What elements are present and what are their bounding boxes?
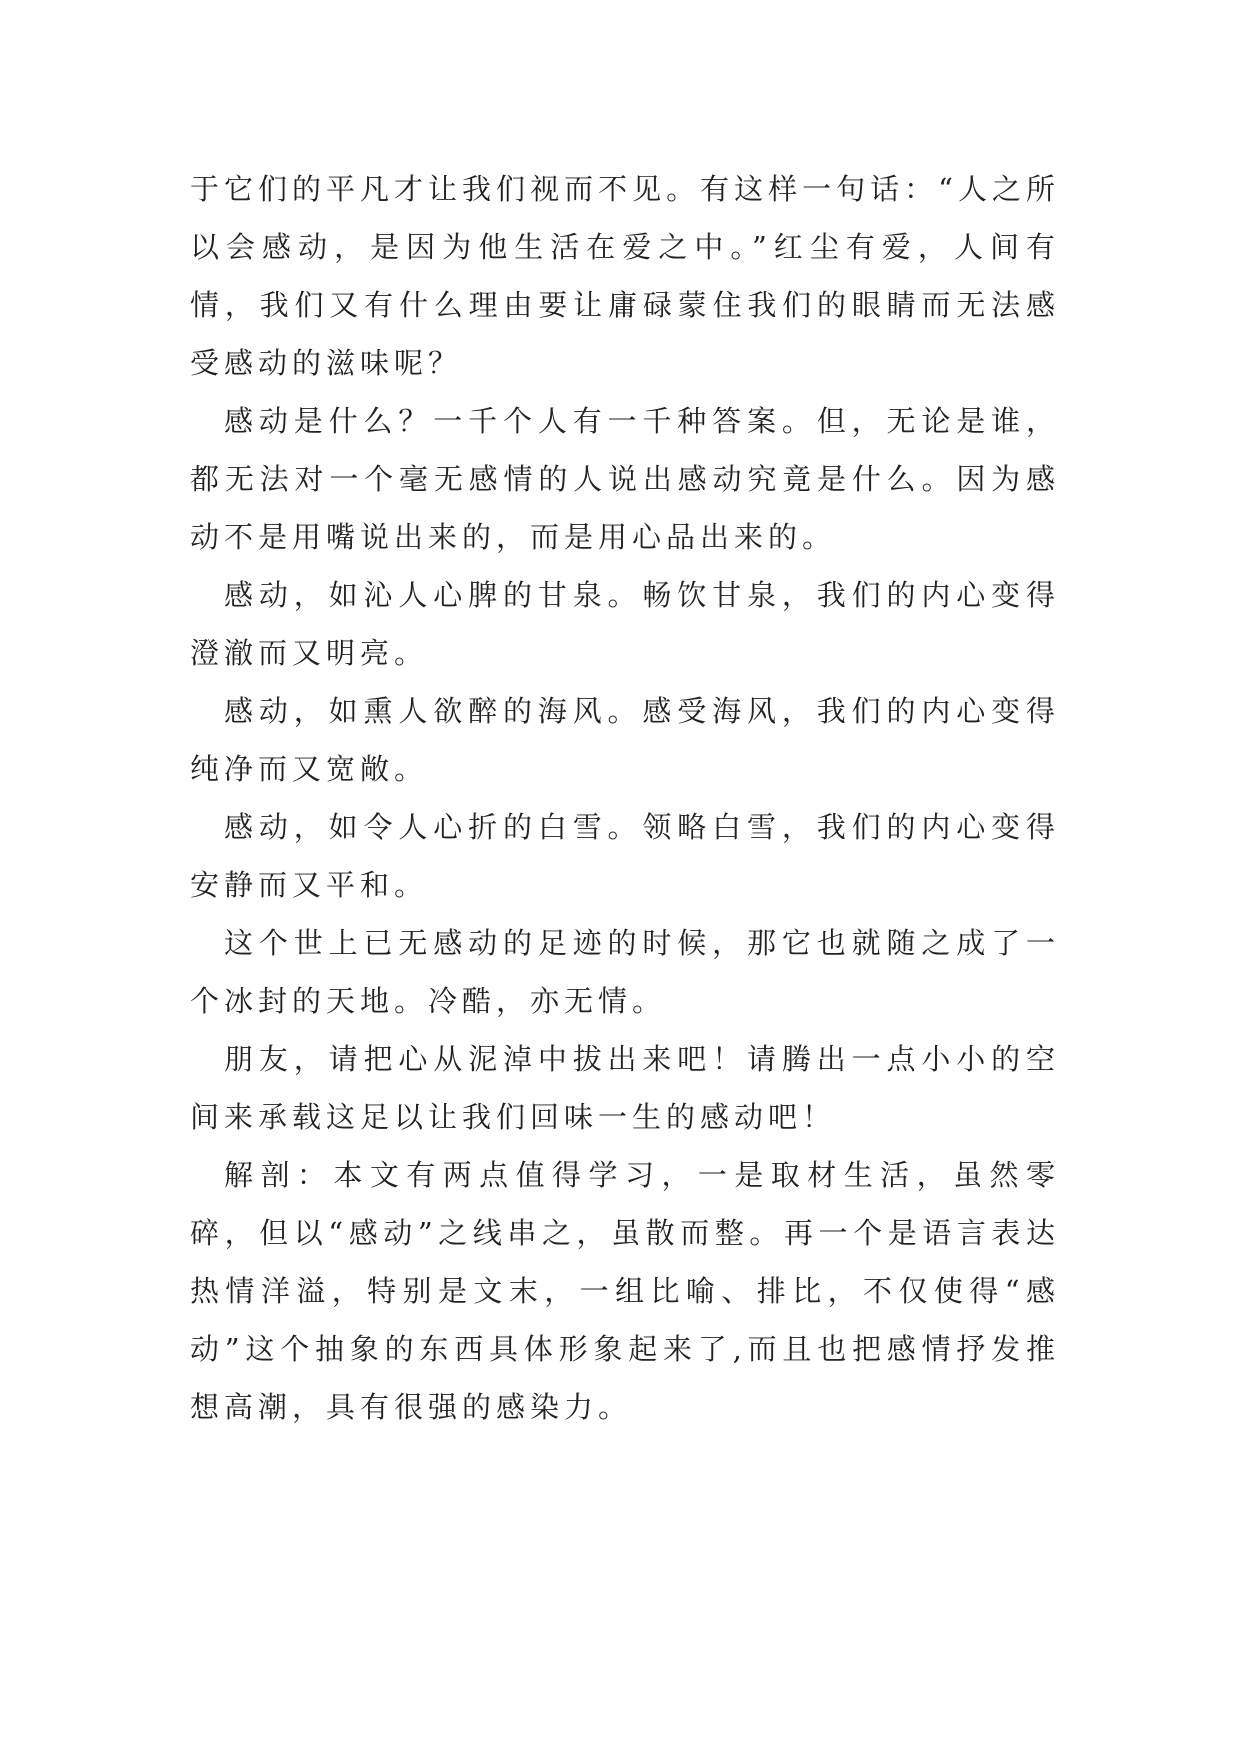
paragraph-analysis: 解剖：本文有两点值得学习，一是取材生活，虽然零碎，但以“感动”之线串之，虽散而整。再一个是语言表达热情洋溢，特别是文末，一组比喻、排比，不仅使得“感动”这个抽象的东西具体形象起来了,而且也把感情抒发推想高潮，具有很强的感染力。 (190, 1158, 1060, 1424)
paragraph-sea-breeze: 感动，如熏人欲醉的海风。感受海风，我们的内心变得纯净而又宽敞。 (190, 694, 1060, 786)
paragraph-frozen-world: 这个世上已无感动的足迹的时候，那它也就随之成了一个冰封的天地。冷酷，亦无情。 (190, 926, 1060, 1018)
paragraph-what-is-moved: 感动是什么？一千个人有一千种答案。但，无论是谁，都无法对一个毫无感情的人说出感动究竟是什么。因为感动不是用嘴说出来的，而是用心品出来的。 (190, 404, 1060, 554)
paragraph-appeal-to-friend: 朋友，请把心从泥淖中拔出来吧！请腾出一点小小的空间来承载这足以让我们回味一生的感动吧！ (190, 1042, 1060, 1134)
paragraph-white-snow: 感动，如令人心折的白雪。领略白雪，我们的内心变得安静而又平和。 (190, 810, 1060, 902)
paragraph-sweet-spring: 感动，如沁人心脾的甘泉。畅饮甘泉，我们的内心变得澄澈而又明亮。 (190, 578, 1060, 670)
paragraph-continuation: 于它们的平凡才让我们视而不见。有这样一句话：“人之所以会感动，是因为他生活在爱之中。”红尘有爱，人间有情，我们又有什么理由要让庸碌蒙住我们的眼睛而无法感受感动的滋味呢？ (190, 172, 1060, 380)
document-body (190, 160, 1060, 1436)
